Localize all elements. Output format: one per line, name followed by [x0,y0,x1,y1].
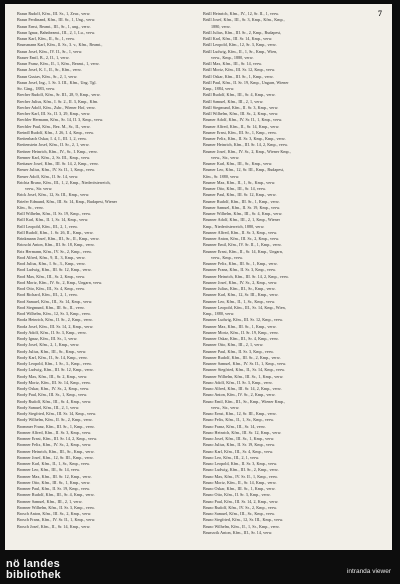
directory-entry-line: Brumer Max, Kfm., II., 1, Sr., Kmp., verw. [203,179,276,185]
directory-entry-line: Bruno Paul, Kfm., III. Sr. 14, 2, Kmp., verw. [203,498,279,504]
directory-entry-line: Brunner Karl, Kfm., 12, Sr. III., Kmp., verw. [203,292,279,298]
directory-entry-line: Bruno Ernst, Kfm., 12, Sr. III., Kmp., verw. [203,411,277,416]
directory-entry-line: Bruno Julius, Kfm., II. Sr. 19, Kmp., verw. [203,442,276,448]
directory-entry-line: Brauer Emil, B., 2, II., 1, verw. [17,54,70,60]
directory-entry-line: Brunner Felix, Kfm., III. Sr., 1, Kmp., verw. [203,261,278,266]
directory-entry-line: Brody Oskar, Kfm., IV. Sr., 2, Kmp., verw. [17,386,90,391]
directory-entry-line: Bruno Adolf, Kfm., II. Sr. 3, Kmp., verw. [203,379,273,385]
directory-entry-line: Brommer Franz, Kfm., III. Sr., 1, Kmp., verw. [17,423,95,429]
directory-entry-line: Brunner Alfred, Kfm., II. Sr. 3, Kmp., verw. [203,229,278,235]
directory-entry-line: Brosch Josef, Kfm., II., Sr. 14, Kmp., verw. [17,523,91,529]
directory-entry-line: Brody Moriz, Kfm., III. Sr. 14, Kmp., verw. [17,379,91,385]
directory-entry-line: Brüll Rudolf, Kfm., III., Sr. 4, Kmp., verw. [203,92,276,98]
directory-entry-line: Brunner Max, Kfm., III. Sr., 1, Kmp., verw. [203,323,277,329]
directory-entry-line: Bronner Karl, Kfm., II., 1, Sr., Kmp., verw. [17,461,91,466]
directory-entry-line: Bruno Otto, Kfm., II. Sr. 3, Kmp., verw. [203,492,271,498]
directory-entry-line: Brumer Heinrich, Kfm., III. Sr. 14, 2, Kmp., verw. [203,142,289,148]
logo-line-2: bibliothek [6,569,61,581]
directory-entry-line: Broda Heinrich, Kfm., II. Sr., 2, Kmp., verw. [17,317,93,323]
directory-entry-line: Brumer Samuel, Kfm., II. Sr. 19, Kmp., verw. [203,204,281,210]
directory-entry-line: Brunswik Anton, Kfm., III., Sr. 14, verw. [203,529,273,535]
directory-entry-line: Brunner Otto, Kfm., III., 2, 1, verw. [203,342,264,348]
directory-entry-line: Brecher Adolf, Kfm., Zsbr., Wiener Hof, verw. [17,104,96,110]
directory-entry-line: Breitenstein Josef, Kfm., II. Sr., 2, 1, verw. [17,142,90,148]
directory-entry-line: Bronner Rudolf, Kfm., III., Sr. 4, Kmp., verw. [17,492,95,498]
directory-entry-line: Brecher Julius, Kfm., I. Sr. 2., II. 3, Kmp., Kfm. [17,98,99,104]
directory-entry-line: Brumer Josef, Kfm., IV. Sr., 2, Kmp., Wiener Kmp., [203,148,291,154]
directory-entry-line: Bruno Heinrich, Kfm., III. Sr. 12, Kmp., verw. [203,429,282,435]
directory-entry-line: Brunner Siegfried, Kfm., II., Sr. 14, Kmp., verw. [203,367,286,373]
directory-entry-line: Briefer Edmund, Kfm., III. Sr. 14, Kmp., Budapest, Wiener [17,198,118,204]
directory-entry-line: Brody Josef, Kfm., 2, 1, Kmp., verw. [17,342,80,348]
directory-entry-line: Brody Ignaz, Kfm., III. Sr., 1, verw. [17,336,78,341]
directory-entry-line: Brody Karl, Kfm., II., Sr. 14, Kmp., verw. [17,354,88,360]
document-page [5,4,392,550]
directory-entry-line: verw., Kmp., verw. [211,254,244,260]
directory-entry-line: Brumer Alfred, Kfm., II., Sr. 14, Kmp., verw. [203,123,280,129]
directory-entry-line: Brumer Ernst, Kfm., III. Sr., 1, Kmp., verw. [203,129,277,135]
directory-entry-line: Brechler Paul, Kfm., Bez. M., Sr., II., verw. [17,123,91,129]
directory-entry-line: Brunner Ernst, Kfm., II., Sr. 14, Kmp., Ungarn, [203,248,284,254]
directory-entry-line: Brody Samuel, Kfm., III., 2, 1, verw. [17,404,80,410]
logo-line-1: nö landes [6,558,61,570]
directory-entry-line: Braun Ferdinand, Kfm., III. Sr., 1, Ung., verw. [17,17,96,23]
directory-entry-line: Bruno Max, Kfm., IV. Sr. II., 1, Kmp., verw. [203,473,278,479]
directory-entry-line: Brinkmann Josef, Kfm., III., Sr., II., Kmp., verw. [17,236,100,241]
directory-entry-line: Bronner Ernst, Kfm., III. Sr. 14, 2, Kmp., verw. [17,436,98,441]
directory-entry-line: Bruno Oskar, Kfm., III. Sr., 1, Kmp., verw. [203,486,276,491]
directory-entry-line: Brod Otto, Kfm., III., Sr. 4, Kmp., verw. [17,286,86,291]
directory-entry-line: Brunner Wilhelm, Kfm., III. Sr., 1, Kmp., verw. [203,373,284,379]
directory-entry-line: Bruno Franz, Kfm., III., Sr. 14, verw. [203,423,266,429]
directory-entry-line: Brüll Siegmund, Kfm., II. Sr. 3, Kmp., verw. [203,104,279,110]
directory-entry-line: Brod Wilhelm, Kfm., 12, Sr. 3, Kmp., verw. [17,311,91,316]
directory-entry-line: Brunner Ludwig, Kfm., III. Sr. 12, Kmp., verw. [203,317,284,323]
directory-entry-line: Kfm., Sr., verw. [17,204,44,210]
directory-entry-line: Brunner Anton, Kfm., III. Sr., 2, Kmp., verw. [203,236,280,241]
directory-entry-line: Bruno Wilhelm, Kfm., II., 1, Sr., Kmp., verw. [203,523,280,529]
directory-entry-line: Brenner Karl, Kfm., 2, Sr. III., Kmp., verw. [17,154,91,160]
directory-entry-line: Brechler Hermann, Kfm., Sr. 14, II. 3, Kmp., verw. [17,117,104,123]
directory-entry-line: Brüll Oskar, Kfm., III. Sr., 1, Kmp., verw. [203,73,274,79]
directory-entry-line: Braun Josef, Ing., 1. Sr. 3. III., Kfm., Ung. Tgl. [17,79,97,85]
left-column [17,11,202,530]
library-logo[interactable] [6,559,61,581]
directory-entry-line: Bronner Max, Kfm., III. Sr. 12, Kmp., verw. [17,473,92,479]
directory-entry-line: Brunner Rudolf, Kfm., III. Sr., 2, Kmp., verw. [203,354,281,360]
directory-entry-line: Brod Max, Kfm., III., Sr. 2, Kmp., verw. [17,273,86,279]
directory-entry-line: Bronner Samuel, Kfm., III., 2, 1, verw. [17,498,83,504]
directory-entry-line: Brill Leopold, Kfm., III., 2, 1, verw. [17,223,78,229]
directory-entry-line: Brunner Leo, Kfm., II., 1, Sr., Kmp., verw. [203,298,276,304]
directory-entry-line: Braun Gustav, Kfm., Sr., 2, 1, verw. [17,73,78,79]
directory-entry-line: Brunsmann Karl, Kfm., ll. Sr., 3. v., Kfm., Beamt., [17,42,103,48]
directory-entry-line: Braun Josef, Kfm., IV. II., Sr., 1, verw. [17,48,83,54]
directory-entry-line: Brumer Felix, Kfm., II. Sr. 3, Kmp., Kmp., verw. [203,136,286,141]
directory-entry-line: Brill Rudolf, Kfm., 1. Sr. 26, II., Kmp., verw. [17,229,94,235]
directory-entry-line: Braun Josef, K. I., II., Sr., Kfm., verw. [17,67,82,73]
directory-entry-line: Brüll Paul, Kfm., II. Sr. 19, Kmp., Ungarn, Wiener [203,79,289,85]
directory-entry-line: 1880, verw. [211,23,231,29]
directory-entry-line: Bronner Heinrich, Kfm., III., Sr., Kmp., verw. [17,448,95,454]
directory-entry-line: Brody Max, Kfm., III., Sr. 2, Kmp., verw. [17,373,88,379]
directory-entry-line: Brod Moriz, Kfm., IV. Sr., 2, Kmp., Ungarn, verw. [17,279,103,285]
directory-entry-line: Brody Adolf, Kfm., II. Sr. 3, Kmp., verw. [17,329,87,335]
directory-entry-line: Bruno Ludwig, Kfm., III. Sr., 2, Kmp., verw. [203,467,279,473]
directory-entry-line: Brunner Adolf, Kfm., III., 2, 1, Kmp., Wiener [203,217,281,223]
directory-entry-line: Brumer Otto, Kfm., III., Sr. 14, verw. [203,186,267,191]
directory-entry-line: Str. Ging., 1883, verw. [17,86,56,91]
directory-entry-line: Kfm., Sr. 1880, verw. [203,173,240,179]
directory-entry-line: Brunner Paul, Kfm., II. Sr. 3, Kmp., verw. [203,348,274,354]
directory-entry-line: verw., Str. verw. [25,186,53,191]
directory-entry-line: Bronner Otto, Kfm., III. Sr., 1, Kmp., verw. [17,479,91,485]
directory-entry-line: Kmp., 1880, verw. [203,311,235,316]
directory-entry-line: Bronner Felix, Kfm., IV. Sr., 2, Kmp., verw. [17,442,92,448]
directory-entry-line: Brunner Franz, Kfm., II. Sr. 3, Kmp., verw. [203,267,277,273]
directory-entry-line: Brioschi Anton, Kfm., III. Sr. 18, Kmp., verw. [17,242,95,248]
directory-entry-line: Kmp., 1884, verw. [203,86,235,91]
directory-entry-line: Bruno Siegfried, Kfm., 12, Sr. III., Kmp., verw. [203,517,284,523]
directory-entry-line: Bruno Leo, Kfm., III., 2, 1, verw. [203,454,260,460]
directory-entry-line: Braun Franz, Kfm., II., 1, Kfm., Beamt., 1, verw. [17,61,100,66]
directory-entry-line: Bruno Alfred, Kfm., III. Sr. 14, 2, Kmp., verw. [203,386,282,391]
directory-entry-line: Breindl Rudolf, Kfm., J. 26, I. 4, Kmp., verw. [17,129,95,135]
directory-entry-line: Brüll Heinrich, Kfm., IV., 12, Sr. II., 1, verw. [203,11,280,16]
directory-entry-line: Brettauer Josef, Kfm., III. Sr. 14, 2, Kmp., verw. [17,161,99,166]
directory-entry-line: Bronner Paul, Kfm., II. Sr. 19, Kmp., verw. [17,486,91,491]
directory-entry-line: Brody Paul, Kfm., III. Sr., 1, Kmp., verw. [17,392,88,398]
directory-entry-line: Bruno Rudolf, Kfm., IV. Sr., 2, Kmp., verw. [203,504,278,510]
directory-entry-line: Brüll Julius, Kfm., III. Sr., 2, Kmp., Budapest, [203,29,282,35]
directory-entry-line: Kmp., Niederösterreich, 1880, verw. [203,223,265,229]
directory-entry-line: Brod Alfred, Kfm., 9, II., 3, Kmp., verw. [17,254,86,260]
directory-entry-line: Brüll Samuel, Kfm., III., 2, 1, verw. [203,98,264,104]
directory-entry-line: Brunner Oskar, Kfm., III., Sr. 4, Kmp., verw. [203,336,279,341]
directory-entry-line: Brody Siegfried, Kfm., III. Sr. 14, Kmp., verw. [17,411,97,416]
directory-entry-line: verw., Str., verw. [211,404,240,410]
directory-entry-line: Bruno Josef, Kfm., III. Sr., 1, Kmp., verw. [203,436,275,441]
directory-entry-line: Brod Samuel, Kfm., III., Sr. 14, Kmp., verw. [17,298,93,304]
directory-entry-line: Brüll Josef, Kfm., III., Sr. 3, Kmp., Kfm., Kmp., [203,17,285,23]
directory-entry-line: Brunner Leopold, Kfm., III., Sr. 14, Kmp., Wien, [203,304,286,310]
directory-entry-line: Braun Karl, Kfm., II., Sr., 1, verw. [17,36,76,41]
directory-entry-line: verw., Str., verw. [211,154,240,160]
directory-entry-line: Brody Julius, Kfm., III., Sr., Kmp., verw. [17,348,87,354]
directory-entry-line: Brumer Karl, Kfm., III., Sr., Kmp., verw. [203,161,273,166]
directory-entry-line: Brüll Moriz, Kfm., III. Sr. 12, Kmp., verw. [203,67,276,73]
directory-entry-line: Bruno Leopold, Kfm., II. Sr. 3, Kmp., verw. [203,461,278,466]
directory-entry-line: Breitner Heinrich, Kfm., IV., Sr., I. Kmp., verw. [17,148,98,154]
directory-entry-line: Bronner Leo, Kfm., III., Sr. 14, verw. [17,467,81,473]
directory-entry-line: Brunner Samuel, Kfm., IV. Sr. II., 1, Kmp., verw. [203,361,287,366]
directory-entry-line: verw., Kmp., 1880, verw. [211,54,254,60]
directory-entry-line: Brunner Emil, Kfm., IV. Sr. II., 1, Kmp., verw. [203,242,282,248]
right-column [203,11,388,536]
directory-entry-line: Brumer Rudolf, Kfm., III. Sr., 1, Kmp., verw. [203,198,280,204]
directory-entry-line: Brüll Wilhelm, Kfm., III. Sr., 2, Kmp., verw. [203,111,279,116]
directory-entry-line: Brumer Paul, Kfm., III. Sr. 12, Kmp., verw. [203,192,277,198]
directory-entry-line: Brill Wilhelm, Kfm., II. Sr. 19, Kmp., verw. [17,211,92,216]
directory-entry-line: Brod Julius, Kfm., I. Sr., 3., Kmp., verw. [17,261,86,266]
directory-entry-line: Bruno Felix, Kfm., II., 1, Sr., Kmp., verw. [203,417,275,423]
directory-entry-line: Bronner Alfred, Kfm., II. Sr. 3, Kmp., verw. [17,429,92,435]
directory-entry-line: Brod Richard, Kfm., III., 2, 1, verw. [17,292,78,298]
directory-entry-line: Brunner Moriz, Kfm., II. Sr. 19, Kmp., verw. [203,329,279,335]
directory-entry-line: Brosch Anton, Kfm., III. Sr., 2, Kmp., verw. [17,511,92,516]
directory-entry-line: Bronner Wilhelm, Kfm., II. Sr. 3, Kmp., verw. [17,504,95,510]
directory-entry-line: Breitenbach Oskar, I. 4, I., III. 1, 2, verw. [17,136,87,141]
directory-entry-line: Brosch Franz, Kfm., IV. Sr. II., 1, Kmp., verw. [17,517,96,523]
directory-entry-line: Bruno Emil, Kfm., III., Sr., Kmp., Wiener Kmp., [203,398,286,404]
directory-entry-line: Brunner Julius, Kfm., III., Sr., Kmp., verw. [203,286,276,291]
directory-entry-line: Brody Wilhelm, Kfm., II. Sr., 2, Kmp., verw. [17,417,93,423]
directory-entry-line: Brod Siegmund, Kfm., III. Sr., II., verw. [17,304,85,310]
directory-entry-line: Bruno Anton, Kfm., IV. Sr., 2, Kmp., verw. [203,392,276,398]
directory-entry-line: Breuer Adolf, Kfm., II. Sr. 14, verw. [17,173,79,179]
directory-entry-line: Breuer Julius, Kfm., IV. Sr. II., 1, Kmp., verw. [17,167,96,173]
directory-entry-line: Bruno Karl, Kfm., III., Sr. 4, Kmp., verw. [203,448,274,454]
directory-entry-line: Brunner Heinrich, Kfm., III. Sr. 14, 2, Kmp., verw. [203,273,289,279]
directory-entry-line: Brecher Karl, III. Sr., II. 3, 29, Kmp., verw. [17,111,91,116]
viewer-footer [0,550,400,584]
directory-entry-line: Brick Josef, Kfm., 12, Sr. III., Kmp., verw. [17,192,90,198]
viewer-label: intranda viewer [346,568,391,575]
directory-entry-line: Brody Leopold, Kfm., I. Sr., 3., Kmp., verw. [17,361,92,366]
directory-entry-line: Bruno Moriz, Kfm., II., Sr. 14, Kmp., verw. [203,479,277,485]
directory-entry-line: Brüll Max, Kfm., III., Sr. 14, verw. [203,61,263,66]
directory-entry-line: Brill Karl, Kfm., II. 1, Sr. 14, Kmp., verw. [17,217,89,223]
directory-entry-line: Braun Ernst, Beamt., III., Sr., 1, ung., verw. [17,23,91,29]
directory-entry-line: Bronner Josef, Kfm., 12, Sr. III., Kmp., verw. [17,454,94,460]
directory-entry-line: Brunner Josef, Kfm., IV. Sr., 2, Kmp., verw. [203,279,278,285]
directory-entry-line: Brix Hermann, Kfm., IV. Sr., 2, Kmp., verw. [17,248,92,254]
page-number: 7 [378,9,382,18]
directory-entry-line: Brody Ludwig, Kfm., III. Sr. 12, Kmp., verw. [17,367,94,373]
directory-entry-line: Braun Rudolf, Kfm., III. Sr., 1, Zeur., verw. [17,11,91,16]
directory-entry-line: Brichta Bruno, Kfm., III., 1, 2, Kmp., Niederösterreich, [17,179,111,185]
directory-entry-line: Brecher Rudolf, Kfm., Sr. III., 28, 9, Kmp., verw. [17,92,101,98]
directory-entry-line: Brumer Wilhelm, Kfm., III., Sr. 4, Kmp., verw. [203,211,283,216]
directory-entry-line: Brumer Leo, Kfm., 12, Sr. III., Kmp., Budapest, [203,167,285,173]
directory-entry-line: Bruno Samuel, Kfm., III., Sr., Kmp., verw. [203,511,276,516]
directory-entry-line: Brüll Ludwig, Kfm., II., 1, Sr., Kmp., Wien, [203,48,278,54]
directory-entry-line: Brüll Karl, Kfm., III. Sr. 14, Kmp., verw. [203,36,273,41]
directory-entry-line: Braun Ignaz, Bahnbeamt., III., 2, 1, Lu., verw. [17,29,96,35]
directory-entry-line: Brumer Adolf, Kfm., IV. Sr. II., 1, Kmp., verw. [203,117,283,123]
directory-entry-line: Brüll Leopold, Kfm., 12, Sr. 3, Kmp., verw. [203,42,277,48]
directory-entry-line: Brod Ludwig, Kfm., III. Sr. 12, Kmp., verw. [17,267,92,273]
directory-entry-line: Brody Rudolf, Kfm., III., Sr. 4, Kmp., verw. [17,398,92,404]
directory-entry-line: Broda Josef, Kfm., III. Sr. 14, 2, Kmp., verw. [17,323,94,329]
